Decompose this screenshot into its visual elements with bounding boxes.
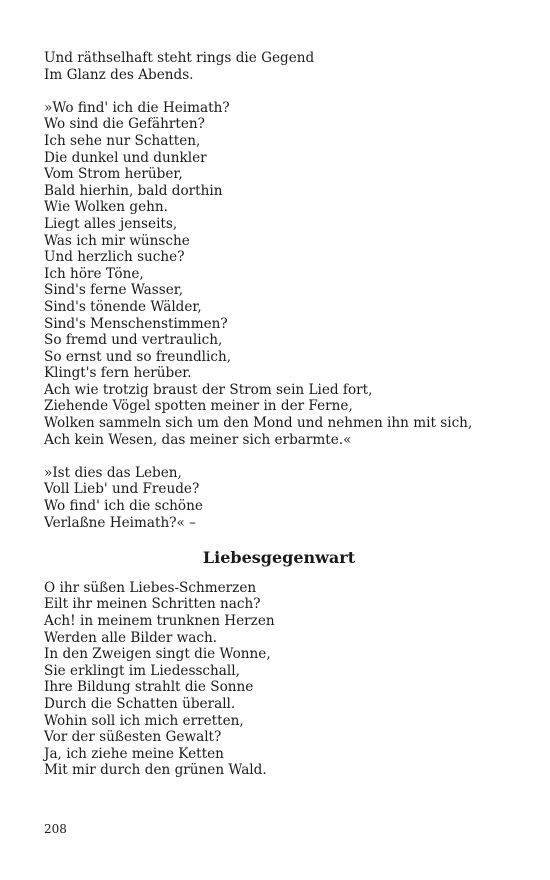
verse-line: Ich höre Töne, (44, 265, 144, 282)
verse-line: Im Glanz des Abends. (44, 66, 194, 83)
verse-line: So fremd und vertraulich, (44, 332, 223, 349)
verse-line: Mit mir durch den grünen Wald. (44, 762, 267, 779)
verse-line: Und herzlich suche? (44, 249, 185, 266)
verse-line: O ihr süßen Liebes-Schmerzen (44, 579, 257, 596)
verse-line: Was ich mir wünsche (44, 232, 190, 249)
verse-line: Die dunkel und dunkler (44, 149, 207, 166)
verse-line: In den Zweigen singt die Wonne, (44, 646, 271, 663)
verse-line: Vom Strom herüber, (44, 166, 183, 183)
verse-line: Bald hierhin, bald dorthin (44, 182, 223, 199)
stanza (44, 465, 514, 531)
verse-line: Ach! in meinem trunknen Herzen (44, 613, 275, 629)
verse-line: Voll Lieb' und Freude? (44, 481, 200, 498)
verse-line: Durch die Schatten überall. (44, 695, 236, 712)
verse-line: Und räthselhaft steht rings die Gegend (44, 50, 315, 66)
verse-line: Wie Wolken gehn. (44, 199, 168, 216)
verse-line: Ach wie trotzig braust der Strom sein Lied fort, (44, 381, 373, 398)
verse-line: Verlaßne Heimath?« – (44, 514, 196, 531)
stanza (44, 50, 514, 83)
page-number: 208 (44, 822, 67, 836)
stanza (44, 100, 514, 448)
page-body (44, 50, 514, 796)
verse-line: Werden alle Bilder wach. (44, 629, 218, 646)
poem-liebesgegenwart (44, 580, 514, 779)
verse-line: Sind's tönende Wälder, (44, 298, 202, 315)
verse-line: Wo find' ich die schöne (44, 498, 203, 515)
verse-line: Klingt's fern herüber. (44, 365, 192, 382)
verse-line: Liegt alles jenseits, (44, 215, 178, 232)
verse-line: Ziehende Vögel spotten meiner in der Ferne, (44, 398, 353, 415)
verse-line: Ich sehe nur Schatten, (44, 132, 201, 149)
poem-title: Liebesgegenwart (202, 547, 356, 567)
verse-line: Ihre Bildung strahlt die Sonne (44, 679, 254, 696)
verse-line: Vor der süßesten Gewalt? (44, 729, 222, 746)
poem-continuation (44, 50, 514, 531)
verse-line: Ach kein Wesen, das meiner sich erbarmte.« (44, 431, 352, 448)
stanza (44, 580, 514, 779)
verse-line: Ja, ich ziehe meine Ketten (44, 745, 224, 762)
verse-line: Sind's ferne Wasser, (44, 282, 184, 299)
verse-line: Wohin soll ich mich erretten, (44, 712, 244, 729)
verse-line: Sind's Menschenstimmen? (44, 315, 228, 332)
verse-line: »Wo find' ich die Heimath? (44, 99, 230, 116)
verse-line: Sie erklingt im Liedesschall, (44, 662, 240, 679)
verse-line: Wo sind die Gefährten? (44, 116, 205, 133)
verse-line: Wolken sammeln sich um den Mond und nehmen ihn mit sich, (44, 415, 473, 432)
verse-line: Eilt ihr meinen Schritten nach? (44, 596, 261, 613)
verse-line: »Ist dies das Leben, (44, 464, 182, 481)
verse-line: So ernst und so freundlich, (44, 348, 232, 365)
